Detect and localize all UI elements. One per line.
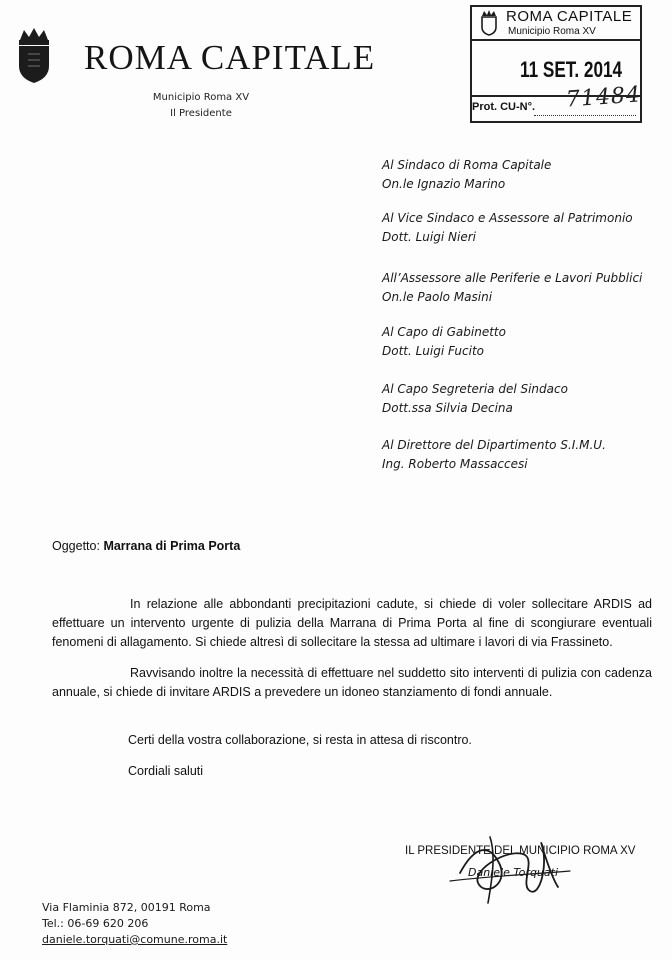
stamp-title: ROMA CAPITALE bbox=[506, 8, 633, 25]
footer-email: daniele.torquati@comune.roma.it bbox=[42, 933, 228, 946]
closing-salutation: Cordiali saluti bbox=[128, 764, 204, 778]
recipient-name: Ing. Roberto Massaccesi bbox=[382, 457, 528, 471]
footer-phone: Tel.: 06-69 620 206 bbox=[42, 917, 149, 930]
subject-label: Oggetto: bbox=[52, 539, 100, 553]
protocol-stamp bbox=[470, 5, 642, 123]
body-paragraph: In relazione alle abbondanti precipitazioni cadute, si chiede di voler sollecitare ARDIS ad effettuare un intervento urgente di pulizia della Marrana di Prima Porta al fine di scongiurare eventuali fenomeni di allagamento. Si chiede altresì di sollecitare la stessa ad ultimare i lavori di via Frassineto. bbox=[52, 597, 652, 649]
subject-value: Marrana di Prima Porta bbox=[103, 539, 241, 553]
recipient-item bbox=[382, 209, 662, 247]
stamp-divider bbox=[470, 39, 640, 41]
recipient-item bbox=[382, 269, 662, 307]
recipient-item bbox=[382, 436, 662, 474]
recipient-name: Dott. Luigi Fucito bbox=[382, 344, 485, 358]
stamp-protocol-label: Prot. CU-N°. bbox=[472, 101, 536, 113]
stamp-subtitle: Municipio Roma XV bbox=[508, 26, 596, 37]
recipient-item bbox=[382, 156, 662, 194]
letterhead-role: Il Presidente bbox=[170, 108, 232, 119]
body-paragraph: Certi della vostra collaborazione, si resta in attesa di riscontro. bbox=[128, 733, 472, 747]
recipient-office: Al Capo di Gabinetto bbox=[382, 325, 506, 339]
recipient-name: On.le Paolo Masini bbox=[382, 290, 493, 304]
letterhead-municipality: Municipio Roma XV bbox=[152, 92, 250, 103]
subject-line bbox=[52, 539, 240, 553]
recipient-name: On.le Ignazio Marino bbox=[382, 177, 506, 191]
stamp-date: 11 SET. 2014 bbox=[520, 57, 623, 82]
stamp-dotted-line bbox=[534, 115, 636, 116]
roman-crest-icon bbox=[14, 26, 54, 84]
recipient-office: Al Vice Sindaco e Assessore al Patrimonio bbox=[382, 211, 633, 225]
recipient-office: Al Direttore del Dipartimento S.I.M.U. bbox=[382, 438, 606, 452]
letterhead-subtitle bbox=[126, 90, 276, 122]
recipient-office: Al Sindaco di Roma Capitale bbox=[382, 158, 552, 172]
letterhead-title: ROMA CAPITALE bbox=[84, 38, 376, 77]
body-paragraph: Ravvisando inoltre la necessità di effettuare nel suddetto sito interventi di pulizia con cadenza annuale, si chiede di invitare ARDIS a prevedere un idoneo stanziamento di fondi annuale. bbox=[52, 666, 652, 699]
footer-contacts bbox=[42, 900, 227, 948]
handwritten-signature bbox=[430, 825, 580, 905]
recipient-name: Dott. Luigi Nieri bbox=[382, 230, 476, 244]
stamp-crest-icon bbox=[480, 10, 498, 36]
stamp-protocol-number: 71484 bbox=[565, 82, 642, 113]
signature-title: IL PRESIDENTE DEL MUNICIPIO ROMA XV bbox=[405, 845, 636, 857]
footer-address: Via Flaminia 872, 00191 Roma bbox=[42, 901, 211, 914]
signature-name: Daniele Torquati bbox=[468, 866, 559, 879]
recipient-item bbox=[382, 323, 662, 361]
recipient-office: All’Assessore alle Periferie e Lavori Pubblici bbox=[382, 271, 643, 285]
recipient-office: Al Capo Segreteria del Sindaco bbox=[382, 382, 568, 396]
recipient-item bbox=[382, 380, 662, 418]
recipient-name: Dott.ssa Silvia Decina bbox=[382, 401, 513, 415]
